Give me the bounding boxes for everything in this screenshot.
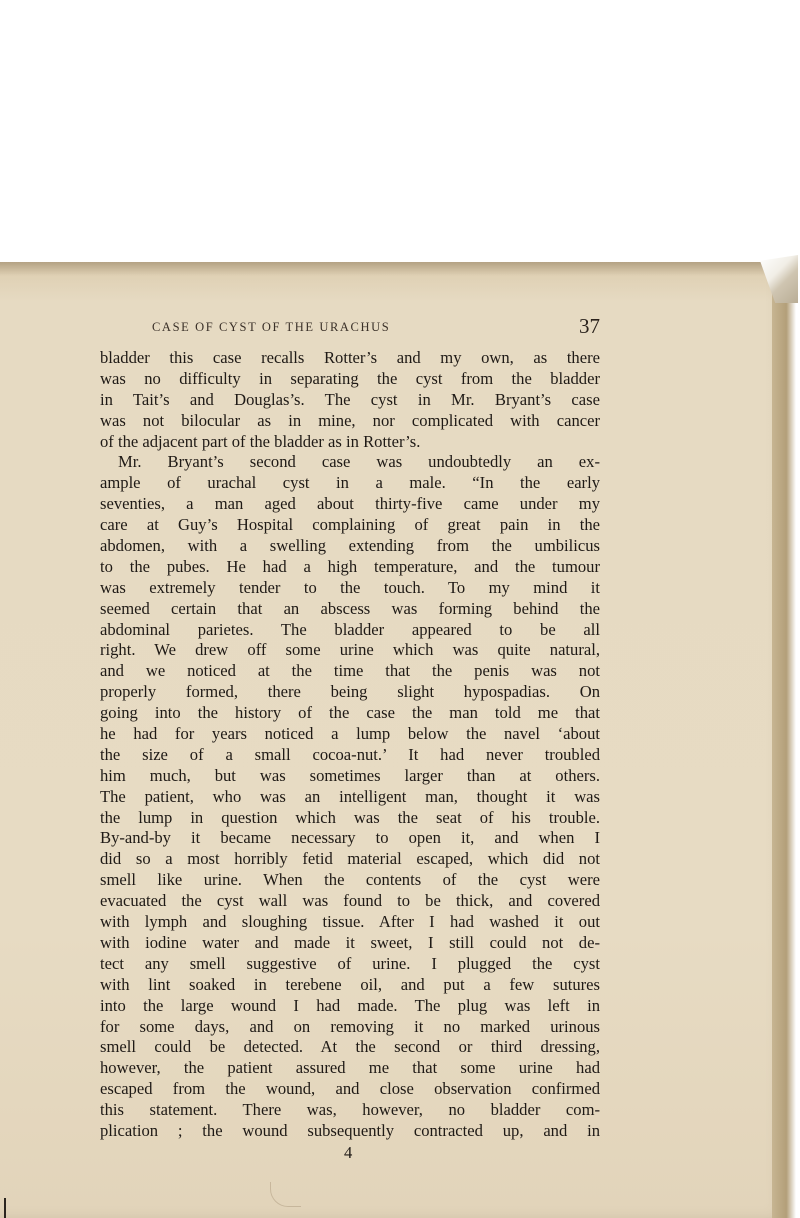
text-line: and we noticed at the time that the penis was not [100,661,600,681]
text-line: in Tait’s and Douglas’s. The cyst in Mr. Bryant’s case [100,389,600,409]
text-line: of the adjacent part of the bladder as in Rotter’s. [100,431,421,451]
text-line: abdominal parietes. The bladder appeared to be all [100,619,600,639]
text-line: evacuated the cyst wall was found to be thick, and covered [100,891,600,911]
text-line: he had for years noticed a lump below the navel ‘about [100,724,600,744]
text-line: The patient, who was an intelligent man, thought it was [100,786,600,806]
text-line: right. We drew off some urine which was quite natural, [100,640,600,660]
body-text [100,348,600,1142]
text-line: tect any smell suggestive of urine. I plugged the cyst [100,953,600,973]
text-line: with iodine water and made it sweet, I still could not de- [100,932,600,952]
text-line: escaped from the wound, and close observation confirmed [100,1079,600,1099]
text-line: into the large wound I had made. The plug was left in [100,995,600,1015]
text-line: seventies, a man aged about thirty-five came under my [100,494,600,514]
text-line: with lint soaked in terebene oil, and put a few sutures [100,974,600,994]
text-line: bladder this case recalls Rotter’s and my own, as there [100,348,600,367]
text-line: smell like urine. When the contents of the cyst were [100,870,600,890]
text-line: with lymph and sloughing tissue. After I had washed it out [100,912,600,932]
text-line: seemed certain that an abscess was forming behind the [100,598,600,618]
signature-mark: 4 [344,1143,353,1163]
scan-margin [0,0,800,268]
scan-artifact-tick [4,1198,6,1218]
text-line: was extremely tender to the touch. To my mind it [100,577,600,597]
page-number: 37 [579,314,600,338]
text-line: this statement. There was, however, no bladder com- [100,1100,600,1120]
page-edge-shadow [772,262,796,1218]
text-line: smell could be detected. At the second or third dressing, [100,1037,600,1057]
text-line: to the pubes. He had a high temperature, and the tumour [100,556,600,576]
text-line: properly formed, there being slight hypospadias. On [100,682,600,702]
text-line: abdomen, with a swelling extending from the umbilicus [100,536,600,556]
page-header [152,314,600,340]
text-line: him much, but was sometimes larger than at others. [100,765,600,785]
text-line: ample of urachal cyst in a male. “In the early [100,473,600,493]
text-line: going into the history of the case the man told me that [100,703,600,723]
text-line: By-and-by it became necessary to open it, and when I [100,828,600,848]
text-line: plication ; the wound subsequently contracted up, and in [100,1120,600,1140]
text-line: the lump in question which was the seat of his trouble. [100,807,600,827]
text-line: was not bilocular as in mine, nor complicated with cancer [100,410,600,430]
text-line: did so a most horribly fetid material escaped, which did not [100,849,600,869]
text-line: care at Guy’s Hospital complaining of great pain in the [100,515,600,535]
text-line: was no difficulty in separating the cyst from the bladder [100,368,600,388]
running-head: CASE OF CYST OF THE URACHUS [152,320,391,334]
text-line: however, the patient assured me that some urine had [100,1058,600,1078]
text-line: the size of a small cocoa-nut.’ It had never troubled [100,744,600,764]
text-line: Mr. Bryant’s second case was undoubtedly an ex- [118,452,600,472]
text-line: for some days, and on removing it no marked urinous [100,1016,600,1036]
